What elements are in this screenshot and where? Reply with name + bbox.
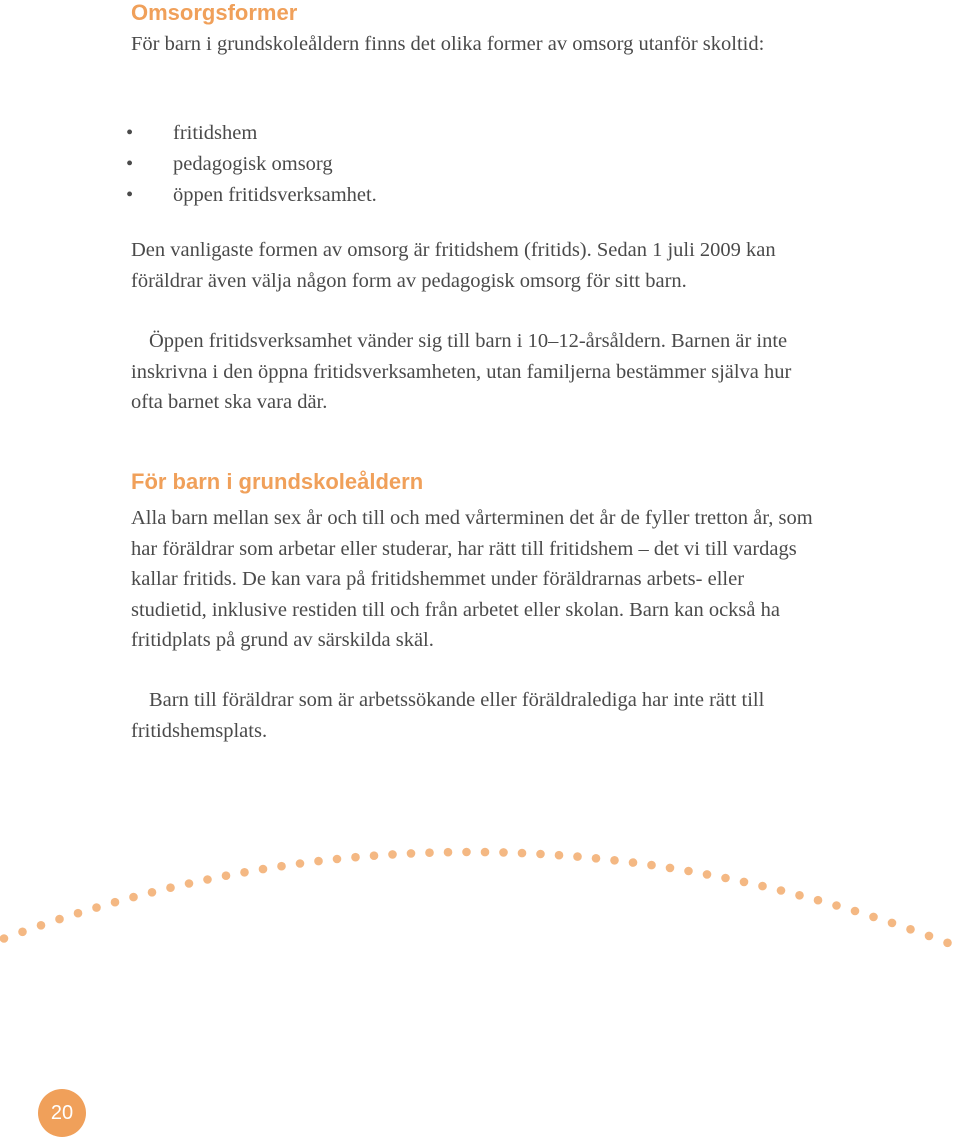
arc-dot	[518, 849, 527, 858]
bullet-icon: •	[126, 122, 134, 144]
arc-dot	[629, 858, 638, 867]
arc-dot	[851, 907, 860, 916]
list-item: • fritidshem	[126, 118, 377, 149]
arc-dot	[296, 859, 305, 868]
arc-dot	[610, 856, 619, 865]
dotted-arc-decoration	[0, 830, 960, 960]
arc-dot	[758, 882, 767, 891]
arc-dot	[166, 883, 175, 892]
arc-dot	[943, 939, 952, 948]
arc-dot	[814, 896, 823, 905]
arc-dot	[55, 915, 64, 924]
paragraph-fritidshem: Den vanligaste formen av omsorg är fritidshem (fritids). Sedan 1 juli 2009 kan föräldrar även välja någon form av pedagogisk omsorg för sitt barn.	[131, 239, 776, 292]
arc-dot	[684, 867, 693, 876]
arc-dot	[333, 855, 342, 864]
arc-dot	[481, 848, 490, 857]
arc-dot	[740, 878, 749, 887]
arc-dot	[795, 891, 804, 900]
arc-dot	[18, 928, 27, 937]
bullet-icon: •	[126, 184, 134, 206]
bullet-list	[126, 118, 377, 211]
arc-dot	[407, 849, 416, 858]
arc-dot	[703, 870, 712, 879]
arc-dot	[777, 886, 786, 895]
arc-dot	[536, 850, 545, 859]
arc-dot	[240, 868, 249, 877]
arc-dot	[203, 875, 212, 884]
arc-dot	[721, 874, 730, 883]
arc-dot	[925, 932, 934, 941]
arc-dot	[222, 871, 231, 880]
arc-dot	[74, 909, 83, 918]
page-number: 20	[50, 1101, 74, 1124]
arc-dot	[425, 848, 434, 857]
arc-dot	[314, 857, 323, 866]
arc-dot	[37, 921, 46, 930]
paragraph-arbetssokande: Barn till föräldrar som är arbetssökande eller föräldralediga har inte rätt till fritidshemsplats.	[131, 689, 765, 742]
arc-dot	[185, 879, 194, 888]
arc-dot	[647, 861, 656, 870]
section-heading-omsorgsformer: Omsorgsformer	[131, 0, 298, 25]
arc-dot	[0, 934, 8, 943]
arc-dot	[92, 903, 101, 912]
arc-dot	[111, 898, 120, 907]
paragraph-oppen-fritidsverksamhet: Öppen fritidsverksamhet vänder sig till barn i 10–12-årsåldern. Barnen är inte inskrivna i den öppna fritidsverksamheten, utan familjerna bestämmer själva hur ofta barnet ska vara där.	[131, 330, 792, 413]
intro-paragraph: För barn i grundskoleåldern finns det olika former av omsorg utanför skoltid:	[131, 33, 765, 55]
arc-dot	[388, 850, 397, 859]
arc-dot	[573, 852, 582, 861]
arc-dot	[259, 865, 268, 874]
list-item: • pedagogisk omsorg	[126, 149, 377, 180]
paragraph-ratt-till-fritidshem: Alla barn mellan sex år och till och med vårterminen det år de fyller tretton år, som har föräldrar som arbetar eller studerar, har rätt till fritidshem – det vi till vardags kallar fritids. De kan vara på fritidshemmet under föräldrarnas arbets- eller studietid, inklusive restiden till och från arbetet eller skolan. Barn kan också ha fritidplats på grund av särskilda skäl.	[131, 507, 813, 651]
arc-dot	[462, 848, 471, 857]
arc-dot	[906, 925, 915, 934]
section-heading-grundskolealdern: För barn i grundskoleåldern	[131, 469, 424, 494]
list-item: • öppen fritidsverksamhet.	[126, 180, 377, 211]
arc-dot	[592, 854, 601, 863]
arc-dot	[832, 901, 841, 910]
arc-dot	[129, 893, 138, 902]
arc-dot	[888, 919, 897, 928]
arc-dot	[148, 888, 157, 897]
arc-dot	[666, 864, 675, 873]
arc-dot	[277, 862, 286, 871]
arc-dot	[555, 851, 564, 860]
page-number-badge	[38, 1089, 86, 1137]
arc-dot	[351, 853, 360, 862]
arc-dot	[499, 848, 508, 857]
arc-dot	[370, 851, 379, 860]
bullet-icon: •	[126, 153, 134, 175]
arc-dot	[444, 848, 453, 857]
arc-dot	[869, 913, 878, 922]
